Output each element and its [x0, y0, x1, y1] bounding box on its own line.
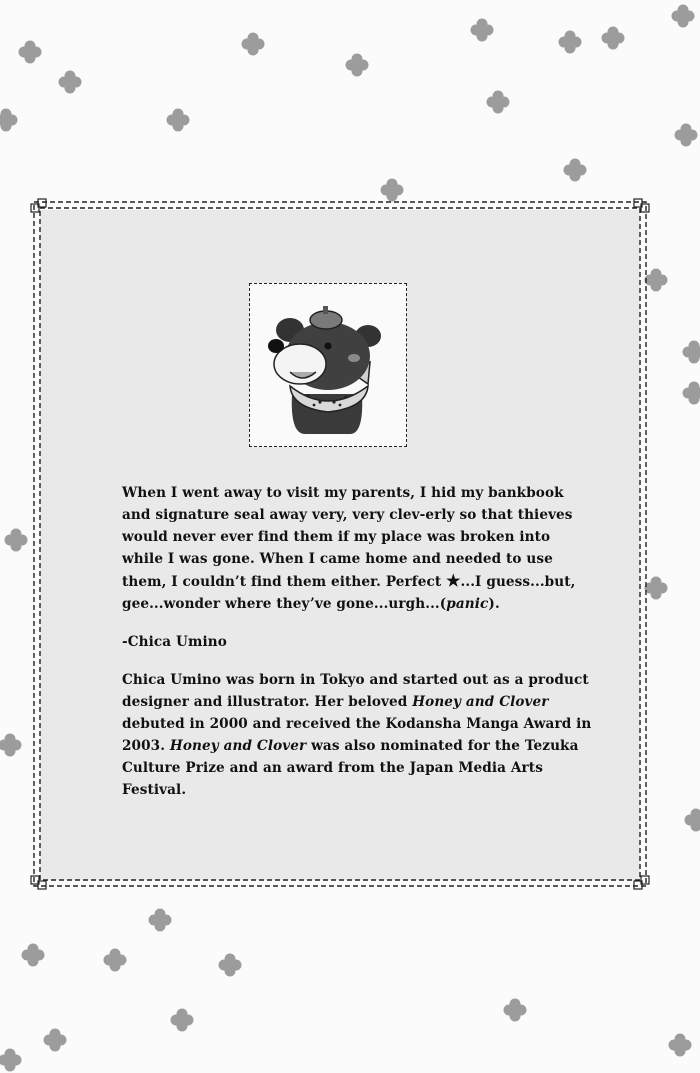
star-icon: ★	[446, 571, 461, 590]
bear-author-avatar	[250, 284, 405, 445]
author-bio: Chica Umino was born in Tokyo and started out as a product designer and illustrator. Her beloved Honey and Clover debuted in 2000 and received the Kodansha Manga Award in 2003. Honey and Clover was also nominated for the Tezuka Culture Prize and an award from the Japan Media Arts Festival.	[122, 672, 592, 798]
author-note	[122, 482, 592, 817]
signature: -Chica Umino	[122, 634, 227, 650]
author-name: Chica Umino	[122, 672, 222, 688]
author-portrait	[249, 283, 407, 447]
author-comment: When I went away to visit my parents, I hid my bankbook and signature seal away very, very clev-erly so that thieves would never ever find them if my place was broken into while I was gone. When I came home and needed to use them, I couldn’t find them either. Perfect ★...I guess...but, gee...wonder where they’ve gone...urgh...(panic).	[122, 485, 576, 612]
book-title: Honey and Clover	[412, 694, 549, 710]
book-title: Honey and Clover	[169, 738, 307, 754]
